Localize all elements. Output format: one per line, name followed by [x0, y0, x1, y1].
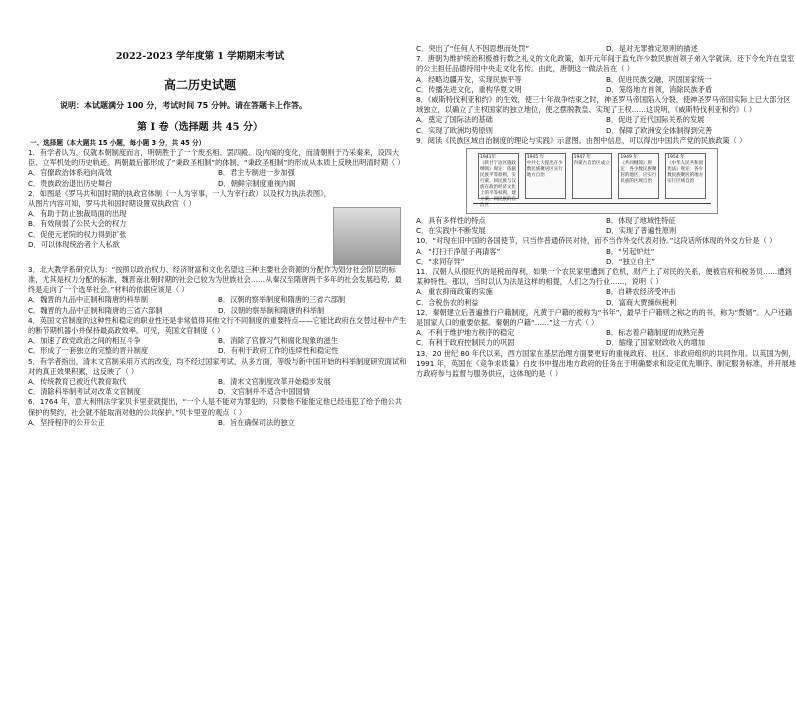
- timeline-text: 《中华人民共和国宪法》规定：各少数民族聚居的地方实行区域自治: [667, 161, 704, 185]
- question-12: 12．秦朝建立后普遍推行户籍制度，凡黄于户籍的被称为“书年”，最早于户籍则之称之的的书，称为“赘婿”。入户还籍是国家人口的重要依据。秦朝的户籍“……”这一方式（ ）: [416, 307, 793, 328]
- option: C．形成了一套独立的完整的晋升制度: [28, 346, 149, 356]
- question-2-options: [28, 209, 333, 250]
- option: B．消除了官僚习气和腐化现象的滋生: [218, 336, 338, 346]
- option: A．坚持程序的公开公正: [28, 417, 105, 427]
- question-10-options: [416, 247, 796, 267]
- option: A．有助于防止独裁局面的出现: [28, 209, 127, 219]
- timeline-year: 1947 年: [573, 155, 591, 161]
- question-4: 4．英国文官制度的这种性和稳定的职业性还是非常值得其他文行不同制度的重要特点——它能比政府在交替过程中产生的断节期机器小并保持最高政效率。可见，英国文官制度（ ）: [28, 315, 407, 336]
- option: D．“独立自主”: [606, 256, 655, 266]
- option: A．奠定了国际法的基础: [416, 115, 493, 125]
- option: B．促进了近代国际关系的发展: [606, 115, 705, 125]
- option: D．汉朝的察举制和隋唐的科举制: [218, 305, 325, 315]
- option: B．旨在确保司法的独立: [218, 417, 295, 427]
- question-11-options: [416, 287, 796, 307]
- timeline-text: 内蒙古自治区成立: [573, 161, 610, 167]
- option: C．魏晋的九品中正制和隋唐的三省六部制: [28, 305, 163, 315]
- right-column: [416, 44, 796, 604]
- option: D．笼络地方首领，消除民族矛盾: [606, 84, 713, 94]
- option: C．清除科举制考试对改革文官制度: [28, 387, 141, 397]
- timeline-text: 《陕甘宁边区施政纲领》规定：依据民族平等原则，实行蒙、回民族与汉族在政治经济文化上的平等权利，建立蒙、回民族的自治区: [480, 161, 516, 209]
- timeline-year: 1941年: [480, 155, 496, 161]
- question-10: 10．“对现在旧中国的各国使节，只当作普通侨民对待，而不当作外交代表对待。”这段话所体现的外交方针是（ ）: [416, 236, 777, 246]
- left-column: [28, 148, 408, 708]
- subject-title: 高二历史试题: [163, 78, 236, 92]
- option: D．朝鲜宗制度重视内阁: [218, 178, 296, 188]
- option: C．突出了“任何人不因思想而处罚”: [416, 44, 530, 53]
- option: B．促进民族交融，巩固国家统一: [606, 74, 712, 84]
- question-9-options: [416, 216, 796, 236]
- question-8: 8．《威斯特伐利亚和约》的生效，使三十年战争结束之时，神圣罗马帝国陷入分裂，使神圣罗马帝国实际上已大部分区域独立，以确立了主权国家的独立地位，使之摆脱教皇、实现了王权……这说明，《威斯特伐利亚和约》（ ）: [416, 95, 791, 115]
- exam-note: 说明：本试题满分 100 分，考试时间 75 分钟。请在答题卡上作答。: [60, 101, 307, 110]
- exam-title: 2022-2023 学年度第 1 学期期末考试: [115, 51, 285, 62]
- question-2: 2．如图是《罗马共和国时期的执政官体制（一人为宰事，一人为宰行政）以及权力执法表图》，从图片内容可知，罗马共和国时期设置双执政官（ ）: [28, 188, 331, 209]
- option: D．保障了欧洲安全体制得到完善: [606, 125, 713, 135]
- timeline-text: 《共同纲领》规定：各少数民族聚居的地区，应实行民族的区域自治: [620, 161, 657, 185]
- part-title: 第 Ⅰ 卷（选择题 共 45 分）: [136, 122, 263, 133]
- question-11: 11．汉朝人从很旺代的是税而得利，如果一个农民家里遭到了危机，财产上了对民的关系，便被官府和税务员……遭到某种特性。那以，当时以认为法是这样的相提，人们之为行业……，说明（ ）: [416, 267, 792, 287]
- question-6: 6．1764 年，意大利刑法学家贝卡里亚就提出，“一个人是不能对为罪犯的，只要他不能能定他已经违犯了给予他公共保护的契约，社会就不能取消对他的公共保护。”贝卡里亚的观点（ ）: [28, 397, 402, 417]
- option: C．“求同存异”: [416, 256, 465, 266]
- option: A．经略边疆开发，实现民族平等: [416, 74, 522, 84]
- option: C．合税伤农的利益: [416, 297, 479, 307]
- question-6-options-cont: [416, 44, 796, 54]
- option: C．有利于政府控制民力的巩固: [416, 338, 515, 348]
- question-1: 1．有学者认为，仅就本朝制度而言，明朝胜于了一个废丞相、罢四殿、设内阁的变化，而清朝则于乃采秦来，设四大臣、立军机处的历史轨迹。两朝最后都形成了“秉政圣相制”的体制，“秉政圣相制”的形成从本质上反映出明清时期（ ）: [28, 148, 405, 168]
- option: D．缩缘了国家财政收入的增加: [606, 338, 705, 348]
- question-6-options: [28, 418, 408, 428]
- option: A．不利于维护地方秩序的稳定: [416, 328, 515, 338]
- option: B．自耕农经济受冲击: [606, 287, 676, 297]
- option: B．汉朝的察举制度和隋唐的三省六部制: [218, 295, 346, 305]
- option: C．促使元老院的权力得到扩张: [28, 229, 127, 239]
- option: D．实现了普遍性原则: [606, 226, 677, 236]
- question-7: 7．唐朝为维护统治积极推行数之礼义的文化政策，如开元年间于监允许少数民族首领子弟入学就读，还下令允许在皇室的公主担任品德持用中央走文化名传。由此，唐朝这一做法旨在（ ）: [416, 54, 795, 74]
- question-5: 5．有学者指出，清末文官制采用万式的改变，均不经过国家考试，从多方面，等级与新中国开始的科举制度研究面试和对的真正效果积累，这反映了（ ）: [28, 356, 407, 376]
- timeline-year: 1945 年: [526, 155, 545, 161]
- question-3: 3．北大教学系研究认为：“按照以政治权力、经济财富和文化名望这三种主要社会资源的分配作为划分社会阶层的标准，尤其是权力分配的标准，魏晋南北朝时期的社会已较为为世族社会……从秦汉至隋唐两千多年的社会发展趋势，最终是走向了一个选举社会。”材料的依据应该是（ ）: [28, 264, 402, 295]
- question-12-options: [416, 328, 796, 348]
- question-9: 9．阅读《民族区域自治制度的理论与实践》示意图。由图中信息，可以得出中国共产党的民族政策（ ）: [416, 135, 747, 145]
- option: A．官僚政治体系趋向高效: [28, 168, 112, 178]
- option: A．魏晋的九品中正制和隋唐的科举制: [28, 295, 148, 305]
- option: C．贵族政治退出历史舞台: [28, 178, 113, 188]
- section-instruction: 一、选择题（本大题共 15 小题，每小题 3 分，共 45 分）: [30, 139, 206, 147]
- option: A．重农抑商政策的实施: [416, 287, 493, 297]
- option: D．富商大贾操纵税利: [606, 297, 677, 307]
- option: D．可以体现统治者个人私欲: [28, 239, 120, 249]
- timeline-year: 1954 年: [667, 155, 685, 161]
- roman-consul-image: [333, 207, 401, 265]
- option: D．有利于政府工作的连续性和稳定性: [218, 346, 339, 356]
- question-8-options: [416, 115, 796, 135]
- option: D．文官制并不适合中国国情: [218, 387, 310, 397]
- question-4-options: [28, 336, 408, 356]
- option: A．加速了政党政治之间的相互斗争: [28, 336, 141, 346]
- question-7-options: [416, 75, 796, 95]
- option: A．具有多样性的特点: [416, 216, 486, 226]
- ethnic-autonomy-timeline: [466, 148, 718, 214]
- option: C．实现了欧洲均势原则: [416, 125, 493, 135]
- question-1-options: [28, 168, 408, 188]
- option: D．是对无罪推定原则的描述: [606, 44, 698, 53]
- question-2-block: [28, 189, 408, 265]
- option: A．传统教育已被近代教育取代: [28, 377, 127, 387]
- question-3-options: [28, 295, 408, 315]
- option: A．“打扫干净屋子再请客”: [416, 246, 501, 256]
- option: C．在实践中不断发展: [416, 226, 486, 236]
- question-13: 13．20 世纪 80 年代以来，西方国家在基层治理方面要更好的重视政府、社区、非政府组织的共同作用。以英国为例，1991 年，英国在《竞争求质量》白皮书中提出地方政府的任务在于明确要求和设定优先顺序、制定服务标准，并开展地方政府参与监督与服务供应，这体现的是（ ）: [416, 348, 796, 379]
- option: B．“另起炉灶”: [606, 246, 655, 256]
- option: B．君主专制进一步加强: [218, 168, 295, 178]
- option: B．标志着户籍制度的成熟完善: [606, 328, 705, 338]
- option: B．有效削弱了公民大会的权力: [28, 219, 127, 229]
- timeline-text: 中共七大提出在少数民族聚居区实行地方自治: [526, 161, 563, 179]
- timeline-year: 1949 年: [620, 155, 638, 161]
- question-5-options: [28, 377, 408, 397]
- option: B．体现了地域性特征: [606, 216, 676, 226]
- option: C．传播先进文化，重构华夏文明: [416, 84, 522, 94]
- option: B．清末文官制度改革开始稳步发展: [218, 377, 331, 387]
